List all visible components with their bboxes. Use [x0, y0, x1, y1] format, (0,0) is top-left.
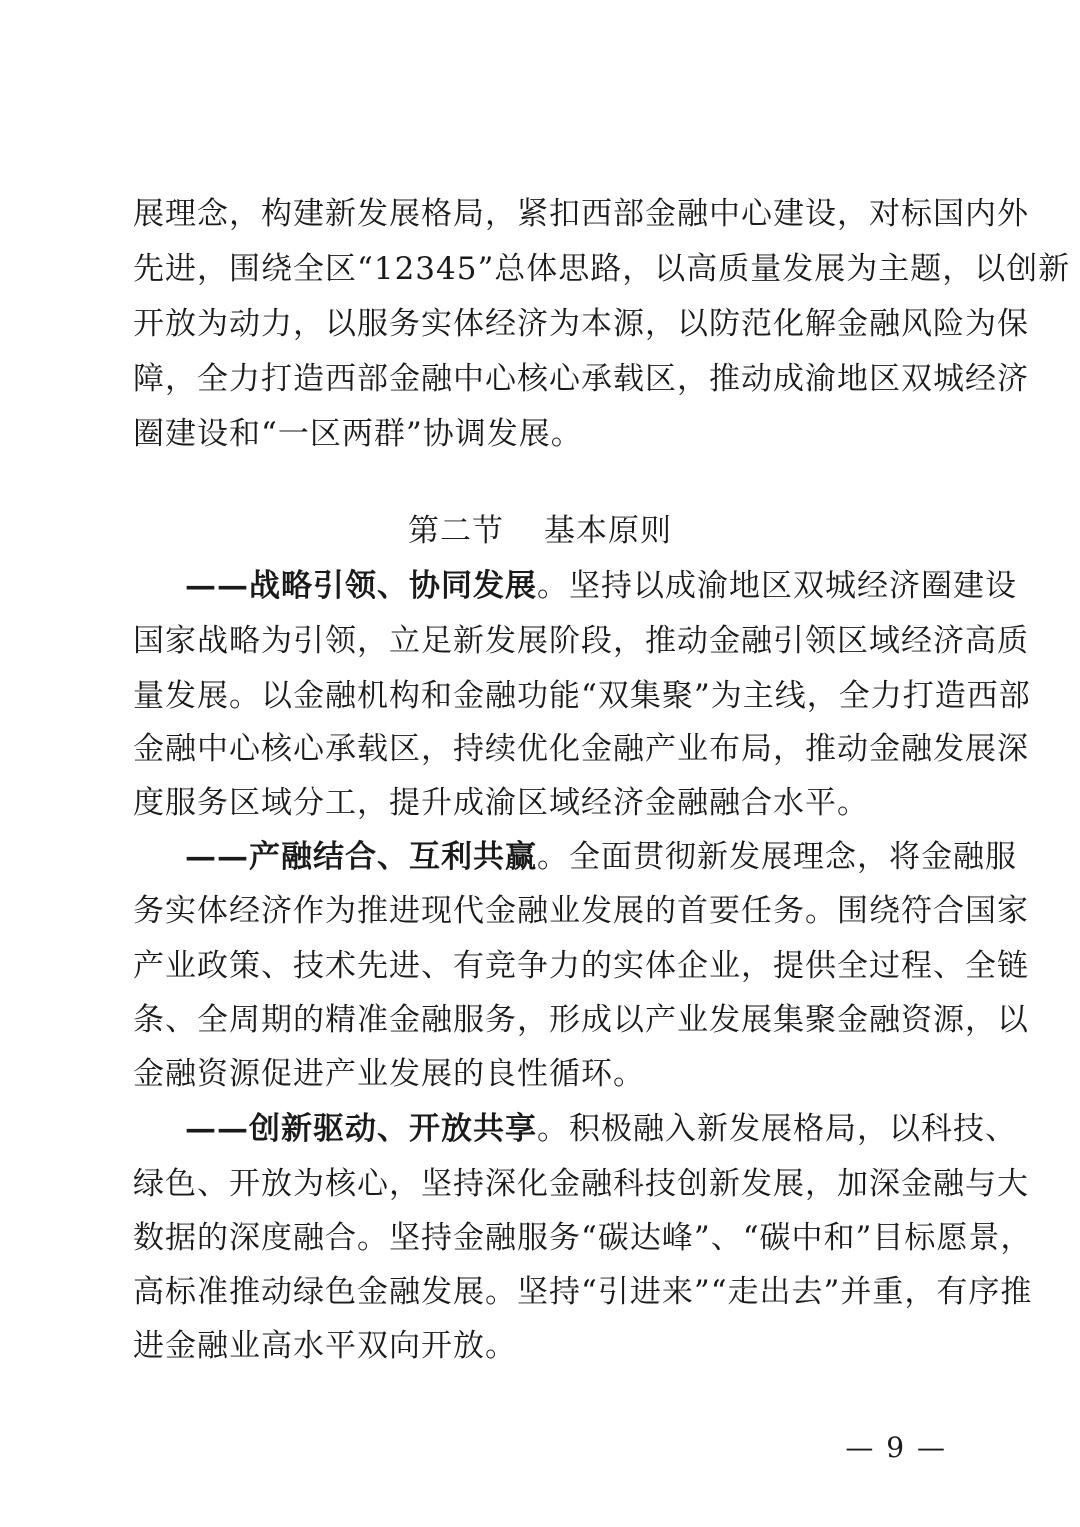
- page-number: — 9 —: [845, 1431, 947, 1464]
- principle-2-line-4: 条、全周期的精准金融服务，形成以产业发展集聚金融资源，以: [133, 1002, 1029, 1038]
- principle-1-first-line: [185, 559, 1017, 613]
- intro-line-2: 先进，围绕全区“12345”总体思路，以高质量发展为主题，以创新: [133, 251, 1071, 287]
- principle-3-line-5: 进金融业高水平双向开放。: [133, 1328, 517, 1364]
- principle-3-line-4: 高标准推动绿色金融发展。坚持“引进来”“走出去”并重，有序推: [133, 1274, 1033, 1310]
- section-title: 基本原则: [544, 513, 672, 549]
- principle-2-lead: ——产融结合、互利共赢: [185, 839, 537, 875]
- principle-2-first-rest: 。全面贯彻新发展理念，将金融服: [537, 839, 1017, 875]
- principle-3-lead: ——创新驱动、开放共享: [185, 1111, 537, 1147]
- intro-line-3: 开放为动力，以服务实体经济为本源，以防范化解金融风险为保: [133, 306, 1029, 342]
- section-heading: [0, 504, 1080, 558]
- principle-2-line-3: 产业政策、技术先进、有竞争力的实体企业，提供全过程、全链: [133, 948, 1029, 984]
- principle-1-line-2: 国家战略为引领，立足新发展阶段，推动金融引领区域经济高质: [133, 623, 1029, 659]
- principle-2-line-2: 务实体经济作为推进现代金融业发展的首要任务。围绕符合国家: [133, 893, 1029, 929]
- principle-1-line-5: 度服务区域分工，提升成渝区域经济金融融合水平。: [133, 785, 869, 821]
- principle-1-lead: ——战略引领、协同发展: [185, 568, 537, 604]
- principle-3-first-line: [185, 1102, 1017, 1156]
- principle-1-first-rest: 。坚持以成渝地区双城经济圈建设: [537, 568, 1017, 604]
- intro-line-4: 障，全力打造西部金融中心核心承载区，推动成渝地区双城经济: [133, 361, 1029, 397]
- principle-3-line-2: 绿色、开放为核心，坚持深化金融科技创新发展，加深金融与大: [133, 1166, 1029, 1202]
- intro-line-1: 展理念，构建新发展格局，紧扣西部金融中心建设，对标国内外: [133, 196, 1029, 232]
- principle-2-line-5: 金融资源促进产业发展的良性循环。: [133, 1056, 645, 1092]
- principle-1-line-3: 量发展。以金融机构和金融功能“双集聚”为主线，全力打造西部: [133, 678, 1031, 714]
- principle-3-first-rest: 。积极融入新发展格局，以科技、: [537, 1111, 1017, 1147]
- principle-2-first-line: [185, 830, 1017, 884]
- principle-3-line-3: 数据的深度融合。坚持金融服务“碳达峰”、“碳中和”目标愿景，: [133, 1220, 1033, 1256]
- section-number: 第二节: [408, 513, 504, 549]
- principle-1-line-4: 金融中心核心承载区，持续优化金融产业布局，推动金融发展深: [133, 731, 1029, 767]
- intro-line-5: 圈建设和“一区两群”协调发展。: [133, 416, 583, 452]
